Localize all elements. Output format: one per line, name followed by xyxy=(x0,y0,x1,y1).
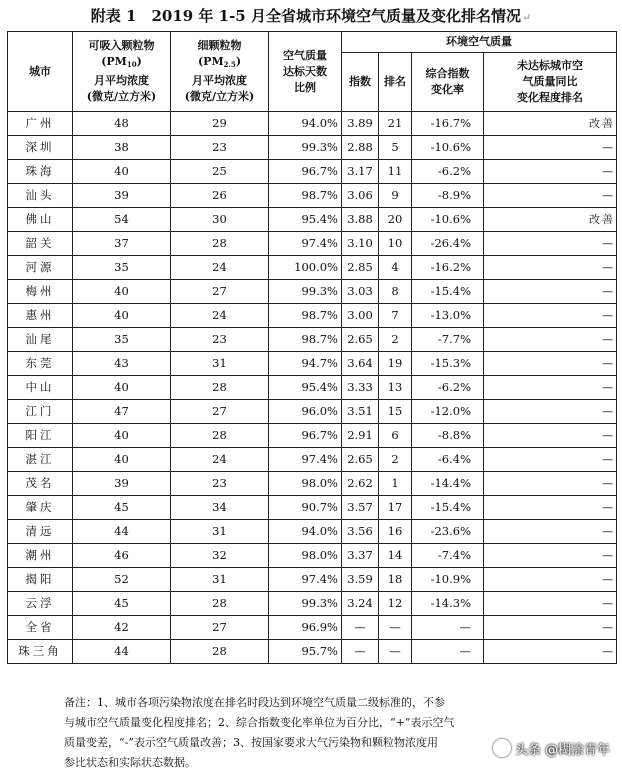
cell-pm10: 40 xyxy=(73,160,171,184)
cell-change: -15.3% xyxy=(412,352,484,376)
cell-pm25: 28 xyxy=(171,640,269,664)
cell-rank: 14 xyxy=(379,544,412,568)
cell-city: 韶关 xyxy=(8,232,73,256)
cell-index: — xyxy=(342,640,379,664)
cell-pm25: 28 xyxy=(171,376,269,400)
cell-index: 3.64 xyxy=(342,352,379,376)
cell-pm10: 47 xyxy=(73,400,171,424)
cell-pm25: 30 xyxy=(171,208,269,232)
header-city: 城市 xyxy=(8,32,73,112)
cell-rank: 6 xyxy=(379,424,412,448)
cell-pm25: 28 xyxy=(171,592,269,616)
cell-ratio: 96.7% xyxy=(269,424,342,448)
table-row xyxy=(8,112,617,136)
cell-note: — xyxy=(484,280,617,304)
cell-index: 2.65 xyxy=(342,448,379,472)
cell-rank: 19 xyxy=(379,352,412,376)
cell-change: -10.6% xyxy=(412,136,484,160)
cell-pm10: 35 xyxy=(73,256,171,280)
cell-change: -14.4% xyxy=(412,472,484,496)
table-row xyxy=(8,496,617,520)
cell-city: 深圳 xyxy=(8,136,73,160)
cell-ratio: 100.0% xyxy=(269,256,342,280)
cell-city: 佛山 xyxy=(8,208,73,232)
table-row xyxy=(8,136,617,160)
cell-city: 河源 xyxy=(8,256,73,280)
cell-note: — xyxy=(484,160,617,184)
watermark-text: 头条 @糊涂青年 xyxy=(514,742,610,758)
cell-pm25: 23 xyxy=(171,328,269,352)
cell-note: — xyxy=(484,496,617,520)
header-group-air-quality: 环境空气质量 xyxy=(342,32,617,53)
cell-pm10: 38 xyxy=(73,136,171,160)
cell-pm25: 31 xyxy=(171,568,269,592)
table-row xyxy=(8,544,617,568)
cell-rank: 5 xyxy=(379,136,412,160)
cell-pm10: 54 xyxy=(73,208,171,232)
table-row xyxy=(8,280,617,304)
cell-index: 3.33 xyxy=(342,376,379,400)
cell-note: — xyxy=(484,400,617,424)
header-noncompliant-rank: 未达标城市空 气质量同比 变化程度排名 xyxy=(484,53,617,112)
table-row xyxy=(8,592,617,616)
cell-city: 惠州 xyxy=(8,304,73,328)
cell-pm25: 24 xyxy=(171,304,269,328)
cell-ratio: 98.0% xyxy=(269,472,342,496)
cell-pm25: 27 xyxy=(171,400,269,424)
cell-rank: 12 xyxy=(379,592,412,616)
cell-city: 梅州 xyxy=(8,280,73,304)
footnote-line: 备注：1、城市各项污染物浓度在排名时段达到环境空气质量二级标准的，不参 xyxy=(64,696,445,709)
cell-pm10: 45 xyxy=(73,496,171,520)
camera-icon xyxy=(493,739,511,757)
cell-change: -15.4% xyxy=(412,496,484,520)
cell-ratio: 98.0% xyxy=(269,544,342,568)
cell-pm10: 40 xyxy=(73,448,171,472)
cell-index: 3.57 xyxy=(342,496,379,520)
cell-pm10: 45 xyxy=(73,592,171,616)
watermark xyxy=(493,736,610,760)
table-row xyxy=(8,256,617,280)
table-row xyxy=(8,448,617,472)
header-index: 指数 xyxy=(342,53,379,112)
cell-change: -6.4% xyxy=(412,448,484,472)
cell-rank: — xyxy=(379,640,412,664)
cell-ratio: 98.7% xyxy=(269,328,342,352)
cell-ratio: 97.4% xyxy=(269,232,342,256)
cell-ratio: 94.7% xyxy=(269,352,342,376)
cell-index: 2.62 xyxy=(342,472,379,496)
cell-pm10: 52 xyxy=(73,568,171,592)
cell-pm10: 40 xyxy=(73,304,171,328)
footnote xyxy=(64,693,616,773)
cell-pm10: 44 xyxy=(73,640,171,664)
cell-index: 3.37 xyxy=(342,544,379,568)
cell-pm10: 46 xyxy=(73,544,171,568)
cell-pm25: 34 xyxy=(171,496,269,520)
cell-rank: 7 xyxy=(379,304,412,328)
cell-pm10: 44 xyxy=(73,520,171,544)
cell-ratio: 96.7% xyxy=(269,160,342,184)
cell-pm10: 39 xyxy=(73,184,171,208)
return-mark: ↵ xyxy=(521,11,532,24)
cell-ratio: 99.3% xyxy=(269,280,342,304)
cell-city: 全省 xyxy=(8,616,73,640)
cell-change: -14.3% xyxy=(412,592,484,616)
table-row xyxy=(8,304,617,328)
cell-city: 东莞 xyxy=(8,352,73,376)
cell-note: — xyxy=(484,304,617,328)
table-row xyxy=(8,184,617,208)
table-row xyxy=(8,520,617,544)
cell-city: 广州 xyxy=(8,112,73,136)
cell-change: -23.6% xyxy=(412,520,484,544)
table-row xyxy=(8,376,617,400)
cell-change: — xyxy=(412,640,484,664)
cell-city: 江门 xyxy=(8,400,73,424)
cell-change: -10.9% xyxy=(412,568,484,592)
cell-city: 阳江 xyxy=(8,424,73,448)
table-row xyxy=(8,232,617,256)
cell-pm25: 27 xyxy=(171,280,269,304)
cell-pm10: 37 xyxy=(73,232,171,256)
cell-rank: 2 xyxy=(379,328,412,352)
cell-city: 肇庆 xyxy=(8,496,73,520)
page-title xyxy=(0,4,622,28)
cell-ratio: 95.7% xyxy=(269,640,342,664)
cell-change: -8.8% xyxy=(412,424,484,448)
cell-pm25: 25 xyxy=(171,160,269,184)
cell-note: — xyxy=(484,568,617,592)
cell-change: -13.0% xyxy=(412,304,484,328)
cell-index: 2.88 xyxy=(342,136,379,160)
cell-ratio: 98.7% xyxy=(269,184,342,208)
cell-index: 2.85 xyxy=(342,256,379,280)
cell-city: 茂名 xyxy=(8,472,73,496)
cell-ratio: 98.7% xyxy=(269,304,342,328)
cell-city: 揭阳 xyxy=(8,568,73,592)
cell-pm10: 39 xyxy=(73,472,171,496)
cell-city: 清远 xyxy=(8,520,73,544)
cell-rank: 1 xyxy=(379,472,412,496)
cell-rank: 20 xyxy=(379,208,412,232)
table-row xyxy=(8,352,617,376)
cell-city: 汕头 xyxy=(8,184,73,208)
cell-index: 3.24 xyxy=(342,592,379,616)
table-row xyxy=(8,424,617,448)
cell-index: 3.10 xyxy=(342,232,379,256)
cell-city: 汕尾 xyxy=(8,328,73,352)
cell-note: — xyxy=(484,592,617,616)
header-change-rate: 综合指数 变化率 xyxy=(412,53,484,112)
cell-note: — xyxy=(484,616,617,640)
cell-note: — xyxy=(484,232,617,256)
cell-index: 3.06 xyxy=(342,184,379,208)
table-row xyxy=(8,160,617,184)
table-row xyxy=(8,328,617,352)
cell-pm25: 31 xyxy=(171,352,269,376)
cell-change: -16.7% xyxy=(412,112,484,136)
cell-rank: 8 xyxy=(379,280,412,304)
cell-ratio: 95.4% xyxy=(269,208,342,232)
cell-ratio: 99.3% xyxy=(269,592,342,616)
cell-pm25: 23 xyxy=(171,472,269,496)
footnote-line: 参比状态和实际状态数据。 xyxy=(64,756,196,769)
cell-index: 3.03 xyxy=(342,280,379,304)
cell-rank: 4 xyxy=(379,256,412,280)
cell-pm25: 26 xyxy=(171,184,269,208)
cell-index: 3.89 xyxy=(342,112,379,136)
cell-ratio: 96.9% xyxy=(269,616,342,640)
cell-ratio: 97.4% xyxy=(269,448,342,472)
header-compliance-ratio: 空气质量 达标天数 比例 xyxy=(269,32,342,112)
cell-index: 3.00 xyxy=(342,304,379,328)
cell-note: — xyxy=(484,328,617,352)
cell-change: -16.2% xyxy=(412,256,484,280)
cell-city: 珠海 xyxy=(8,160,73,184)
cell-pm25: 24 xyxy=(171,448,269,472)
cell-city: 潮州 xyxy=(8,544,73,568)
cell-rank: 13 xyxy=(379,376,412,400)
cell-note: — xyxy=(484,376,617,400)
cell-ratio: 94.0% xyxy=(269,520,342,544)
cell-note: — xyxy=(484,640,617,664)
cell-ratio: 97.4% xyxy=(269,568,342,592)
footnote-line: 与城市空气质量变化程度排名；2、综合指数变化率单位为百分比，“+”表示空气 xyxy=(64,716,455,729)
cell-ratio: 95.4% xyxy=(269,376,342,400)
cell-index: 2.91 xyxy=(342,424,379,448)
cell-ratio: 99.3% xyxy=(269,136,342,160)
cell-change: -7.7% xyxy=(412,328,484,352)
cell-pm10: 40 xyxy=(73,424,171,448)
table-row xyxy=(8,208,617,232)
cell-rank: 10 xyxy=(379,232,412,256)
cell-pm10: 42 xyxy=(73,616,171,640)
cell-ratio: 96.0% xyxy=(269,400,342,424)
cell-pm25: 31 xyxy=(171,520,269,544)
cell-note: — xyxy=(484,184,617,208)
cell-note: — xyxy=(484,472,617,496)
cell-pm25: 24 xyxy=(171,256,269,280)
cell-change: -10.6% xyxy=(412,208,484,232)
cell-change: -26.4% xyxy=(412,232,484,256)
cell-pm10: 40 xyxy=(73,376,171,400)
header-pm25: 细颗粒物 $(PM_{2.5})$ 月平均浓度 (微克/立方米) xyxy=(171,32,269,112)
cell-change: -6.2% xyxy=(412,376,484,400)
table-row xyxy=(8,640,617,664)
cell-rank: 18 xyxy=(379,568,412,592)
cell-pm25: 28 xyxy=(171,424,269,448)
cell-note: 改善 xyxy=(484,112,617,136)
cell-change: -8.9% xyxy=(412,184,484,208)
cell-index: 3.51 xyxy=(342,400,379,424)
cell-note: — xyxy=(484,352,617,376)
cell-pm10: 43 xyxy=(73,352,171,376)
cell-note: 改善 xyxy=(484,208,617,232)
cell-note: — xyxy=(484,424,617,448)
cell-pm25: 28 xyxy=(171,232,269,256)
cell-change: -6.2% xyxy=(412,160,484,184)
cell-city: 云浮 xyxy=(8,592,73,616)
cell-rank: 2 xyxy=(379,448,412,472)
cell-note: — xyxy=(484,136,617,160)
cell-city: 中山 xyxy=(8,376,73,400)
cell-note: — xyxy=(484,520,617,544)
table-body xyxy=(8,112,617,664)
cell-rank: 15 xyxy=(379,400,412,424)
footnote-line: 质量变差，“-”表示空气质量改善；3、按国家要求大气污染物和颗粒物浓度用 xyxy=(64,736,438,749)
cell-ratio: 94.0% xyxy=(269,112,342,136)
air-quality-table xyxy=(7,31,617,664)
table-row xyxy=(8,568,617,592)
cell-pm10: 40 xyxy=(73,280,171,304)
cell-pm10: 35 xyxy=(73,328,171,352)
cell-city: 珠三角 xyxy=(8,640,73,664)
cell-rank: — xyxy=(379,616,412,640)
cell-pm25: 29 xyxy=(171,112,269,136)
cell-index: 3.59 xyxy=(342,568,379,592)
table-row xyxy=(8,472,617,496)
cell-rank: 11 xyxy=(379,160,412,184)
cell-rank: 17 xyxy=(379,496,412,520)
cell-index: — xyxy=(342,616,379,640)
cell-ratio: 90.7% xyxy=(269,496,342,520)
table-row xyxy=(8,616,617,640)
cell-index: 3.88 xyxy=(342,208,379,232)
cell-city: 湛江 xyxy=(8,448,73,472)
cell-note: — xyxy=(484,448,617,472)
cell-index: 2.65 xyxy=(342,328,379,352)
cell-pm25: 23 xyxy=(171,136,269,160)
cell-pm25: 32 xyxy=(171,544,269,568)
cell-change: -7.4% xyxy=(412,544,484,568)
cell-rank: 21 xyxy=(379,112,412,136)
cell-change: — xyxy=(412,616,484,640)
cell-change: -12.0% xyxy=(412,400,484,424)
cell-change: -15.4% xyxy=(412,280,484,304)
header-pm10: 可吸入颗粒物 $(PM_{10})$ 月平均浓度 (微克/立方米) xyxy=(73,32,171,112)
cell-rank: 9 xyxy=(379,184,412,208)
cell-rank: 16 xyxy=(379,520,412,544)
cell-pm10: 48 xyxy=(73,112,171,136)
cell-index: 3.17 xyxy=(342,160,379,184)
cell-index: 3.56 xyxy=(342,520,379,544)
cell-note: — xyxy=(484,256,617,280)
table-row xyxy=(8,400,617,424)
title-text: 附表 1 2019 年 1-5 月全省城市环境空气质量及变化排名情况 xyxy=(90,7,521,25)
header-rank: 排名 xyxy=(379,53,412,112)
cell-pm25: 27 xyxy=(171,616,269,640)
cell-note: — xyxy=(484,544,617,568)
